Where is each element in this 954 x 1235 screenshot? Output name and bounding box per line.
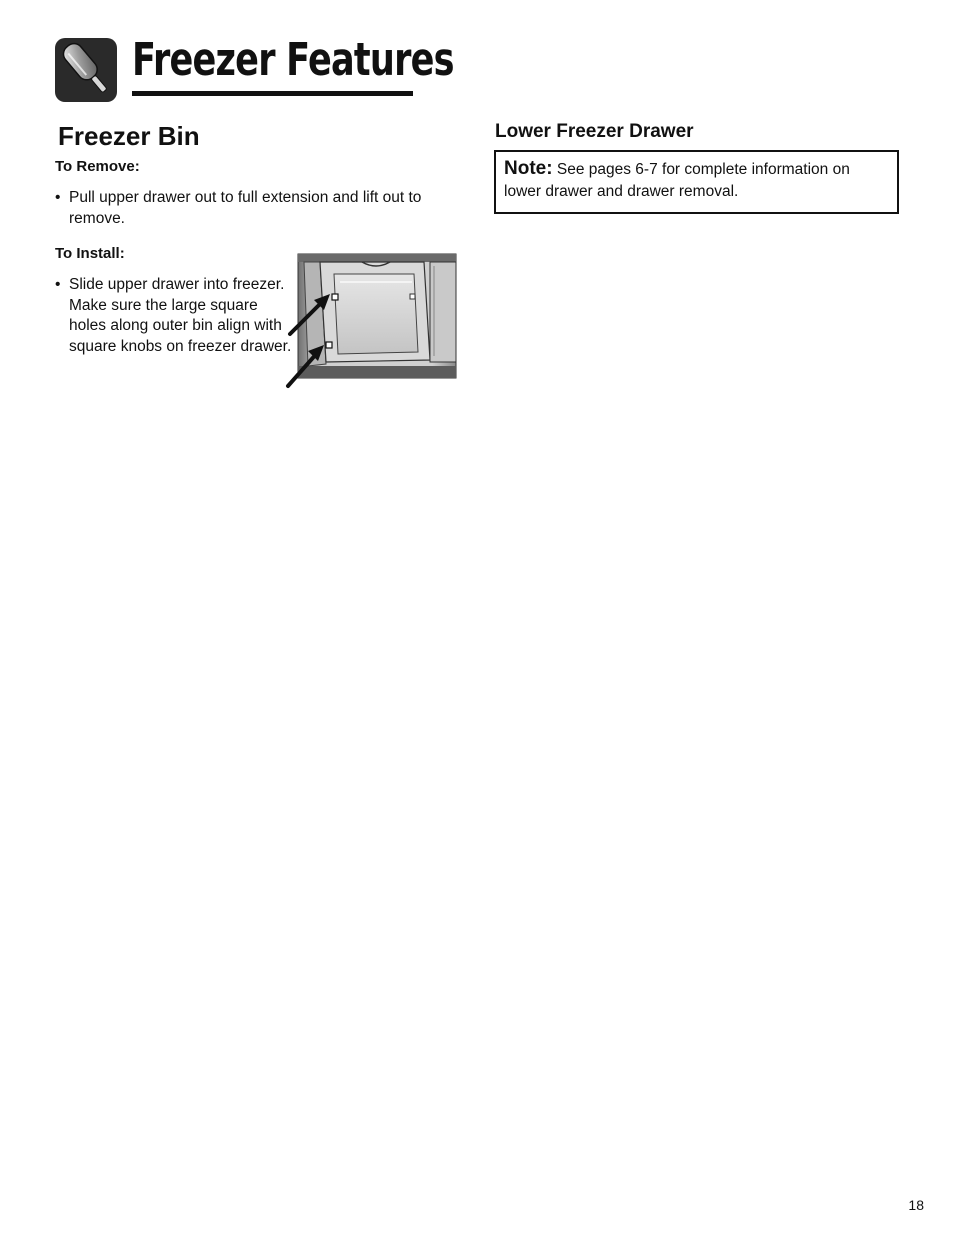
note-box [494,150,899,214]
remove-instruction-text: Pull upper drawer out to full extension and lift out to remove. [69,189,422,227]
install-instruction-text: Slide upper drawer into freezer. Make sure the large square holes along outer bin align with square knobs on freezer drawer. [69,276,292,355]
to-install-subheading: To Install: [55,245,125,262]
remove-instruction: • Pull upper drawer out to full extension and lift out to remove. [55,189,422,227]
note-text: See pages 6-7 for complete information on lower drawer and drawer removal. [504,161,850,200]
page-number: 18 [908,1197,924,1213]
lower-freezer-drawer-heading: Lower Freezer Drawer [495,121,694,142]
freezer-pop-icon [55,38,117,102]
note-label: Note: [504,158,553,179]
install-instruction: • Slide upper drawer into freezer. Make sure the large square holes along outer bin align with square knobs on freezer drawer. [55,276,292,355]
title-underline [132,91,413,96]
page-title: Freezer Features [132,33,454,86]
freezer-drawer-illustration [284,252,458,390]
to-remove-subheading: To Remove: [55,158,140,175]
freezer-bin-heading: Freezer Bin [58,121,200,151]
